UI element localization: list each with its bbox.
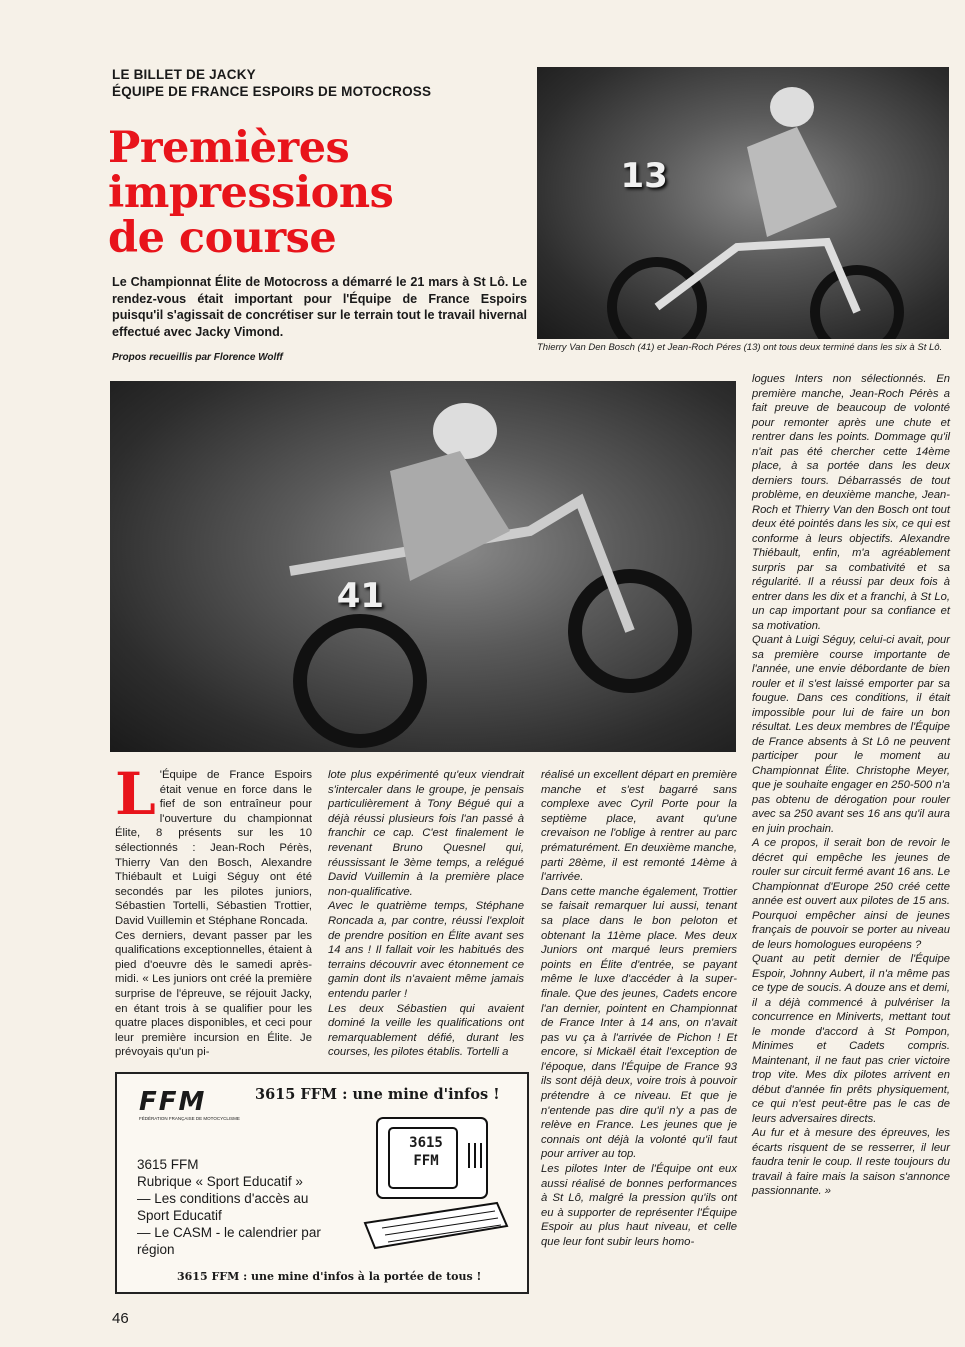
- paragraph: logues Inters non sélectionnés. En première manche, Jean-Roch Pérès a fait preuve de beaucoup de volonté pour remonter après une chute et rentrer dans les points. Dommage qu'il n'ait pas été chercher cette 14ème place, à sa portée dans les deux derniers tours. Débarrassés de tout problème, en deuxième manche, Jean-Roch et Thierry Van den Bosch ont tout deux été pointés dans les six, ce qui est conforme à leurs objectifs. Alexandre Thiébault, enfin, m'a agréablement surpris par sa combativité et sa régularité. Il a réussi par deux fois à entrer dans les dix et a franchi, à St Lo, un cap important pour sa confiance et sa motivation.: [752, 373, 950, 632]
- paragraph: Dans cette manche également, Trottier se faisait remarquer lui aussi, tenant sa place dans le bon peloton et obtenant la 11ème place. Mes deux Juniors ont marqué leurs premiers points en Élite d'entrée, se payant même le luxe d'accéder à la super-finale. Que des jeunes, Cadets encore l'an dernier, pointent en Championnat de France Inter à 14 ans, on n'avait pas vu ça à l'arrivée de Pichon ! Et encore, si Mickaël était l'exception de l'époque, dans l'Équipe de France 93 ils sont déjà deux, voire trois à pouvoir prétendre à ce niveau. Et que je n'entende pas dire qu'il n'y a pas de relève en France. Les jeunes que je connais ont déjà la volonté qu'il faut pour arriver au top.: [541, 885, 737, 1161]
- ffm-advertisement: [115, 1072, 529, 1294]
- photo-caption: Thierry Van Den Bosch (41) et Jean-Roch Péres (13) ont tous deux terminé dans les six à St Lô.: [537, 342, 943, 353]
- drop-cap: L: [115, 760, 156, 828]
- photo-rider-13: [537, 67, 949, 339]
- paragraph: réalisé un excellent départ en première manche et s'est bagarré sans complexe avec Cyril Porte pour la septième place, avant qu'une crevaison ne l'oblige à rentrer au parc prématurément. En deuxième manche, parti 28ème, il est remonté 14ème à l'arrivée.: [541, 769, 737, 884]
- paragraph: Les deux Sébastien qui avaient dominé la veille les qualifications ont remarquablement défié, durant les courses, les pilotes établis. Tortelli a: [328, 1002, 524, 1059]
- paragraph: A ce propos, il serait bon de revoir le décret qui empêche les jeunes de rouler sur circuit fermé avant 16 ans. Le Championnat d'Europe 250 créé cette année est ouvert aux pilotes de 15 ans. Pourquoi empêcher ainsi de jeunes français de pouvoir se porter au niveau de leurs homologues européens ?: [752, 837, 950, 951]
- headline-line-1: Premières: [108, 123, 350, 173]
- article-column-1: [115, 760, 312, 1060]
- byline: Propos recueillis par Florence Wolff: [112, 352, 283, 363]
- paragraph: Avec le quatrième temps, Stéphane Roncada a, par contre, réussi l'exploit de prendre position en Élite avant ses 14 ans ! Il fallait voir les habitués des terrains découvrir avec étonnement ce gamin dont ils n'avaient même jamais entendu parler !: [328, 900, 524, 1000]
- rider-number-41: 41: [336, 576, 385, 617]
- paragraph: Ces derniers, devant passer par les qualifications exceptionnelles, étaient à pied d'oeuvre dès le samedi après-midi. « Les juniors ont créé la première surprise de l'épreuve, se réjouit Jacky, en étant trois à se qualifier pour les quatre places disponibles, et ceci pour leur première incursion en Élite. Je prévoyais qu'un pi-: [115, 929, 312, 1059]
- article-column-4: [752, 372, 950, 1199]
- paragraph: Les pilotes Inter de l'Équipe ont eux aussi réalisé de bonnes performances à St Lô, malgré la pression qu'ils ont eu à supporter de représenter l'Équipe Espoir au plus haut niveau, et celle que leur font subir leurs homo-: [541, 1163, 737, 1248]
- article-column-2: [328, 768, 524, 1060]
- ad-title: 3615 FFM : une mine d'infos !: [255, 1086, 500, 1103]
- motocross-photo-illustration: [537, 67, 949, 339]
- intro-paragraph: Le Championnat Élite de Motocross a démarré le 21 mars à St Lô. Le rendez-vous était important pour l'Équipe de France Espoirs puisqu'il s'agissait de concrétiser sur le terrain tout le travail hivernal effectué avec Jacky Vimond.: [112, 275, 527, 339]
- headline-line-3: de course: [108, 213, 337, 263]
- minitel-screen: 3615 FFM: [409, 1135, 443, 1169]
- kicker-line-2: ÉQUIPE DE FRANCE ESPOIRS DE MOTOCROSS: [112, 84, 432, 99]
- paragraph: Quant à Luigi Séguy, celui-ci avait, pour sa première course importante de l'année, une envie débordante de bien rouler et il s'est laissé emporter par sa fougue. Dans ces conditions, il était impossible pour lui de faire un bon résultat. Les deux membres de l'Équipe de France absents à St Lô ne peuvent participer pour le moment au Championnat Élite. Christophe Meyer, que je souhaite engager en 250-500 n'a pas obtenu de dérogation pour rouler avec sa 250 avant ses 16 ans qu'il aura en juin prochain.: [752, 634, 950, 835]
- ad-footer: 3615 FFM : une mine d'infos à la portée de tous !: [177, 1270, 482, 1283]
- paragraph: L 'Équipe de France Espoirs était venue en force dans le fief de son entraîneur pour l'ouverture du championnat Élite, 8 présents sur les 10 sélectionnés : Jean-Roch Pérès, Thierry Van den Bosch, Alexandre Thiébault et Luigi Séguy ont été secondés par les pilotes juniors, Sébastien Tortelli, Sébastien Trottier, David Vuillemin et Stéphane Roncada.: [115, 760, 312, 927]
- kicker: [112, 66, 431, 100]
- article-column-3: [541, 768, 737, 1250]
- motocross-photo-illustration: [110, 381, 736, 752]
- paragraph: Quant au petit dernier de l'Équipe Espoir, Johnny Aubert, il n'a même pas ce type de soucis. A douze ans et demi, il a déjà commencé à pulvériser la concurrence en Miniverts, mettant tout le monde d'accord à St Pompon, Minimes et Cadets compris. Maintenant, il ne faut pas crier victoire trop vite. Mes dix pilotes arrivent en début d'année fin prêts physiquement, ce qui n'est peut-être pas le cas de leurs adversaires directs.: [752, 953, 950, 1125]
- kicker-line-1: LE BILLET DE JACKY: [112, 67, 256, 82]
- rider-number-13: 13: [620, 155, 668, 196]
- ad-body: 3615 FFM Rubrique « Sport Educatif » — Les conditions d'accès au Sport Educatif — Le CASM - le calendrier par région: [137, 1157, 321, 1257]
- photo-rider-41: [110, 381, 736, 752]
- ffm-logo: FFM FÉDÉRATION FRANÇAISE DE MOTOCYCLISME: [139, 1087, 240, 1121]
- paragraph: lote plus expérimenté qu'eux viendrait s'intercaler dans le groupe, je pensais particulièrement à Tony Bégué qui a déjà réussi plusieurs fois l'an passé à franchir ce cap. C'est finalement le revenant Bruno Quesnel qui, réussissant le 3ème temps, a relégué David Vuillemin à la première place non-qualificative.: [328, 769, 524, 898]
- paragraph: Au fur et à mesure des épreuves, les écarts risquent de se resserrer, il leur faudra tenir le coup. Il reste toujours du travail à faire mais la saison s'annonce passionnante. »: [752, 1127, 950, 1197]
- headline-line-2: impressions: [108, 168, 394, 218]
- headline: [108, 123, 528, 263]
- page-number: 46: [112, 1310, 129, 1327]
- minitel-icon: [357, 1108, 517, 1268]
